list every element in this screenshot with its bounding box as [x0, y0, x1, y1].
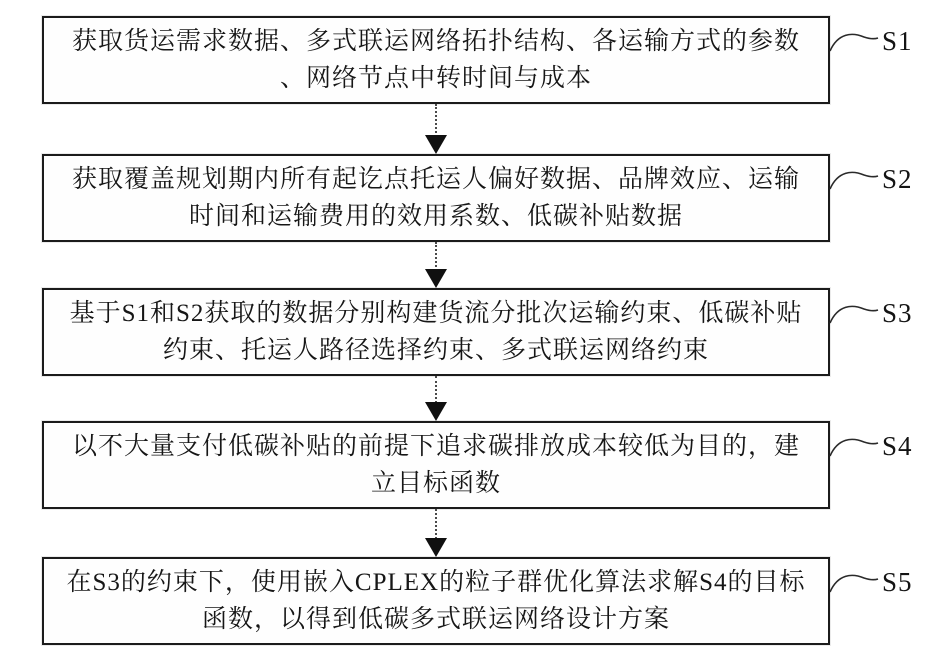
step-text-s1: 获取货运需求数据、多式联运网络拓扑结构、各运输方式的参数 、网络节点中转时间与成本: [71, 28, 800, 92]
step-box-s4: [42, 421, 830, 509]
flow-arrow-4: [425, 509, 447, 557]
reference-leader-s2: [828, 168, 880, 192]
step-text-s5: 在S3的约束下，使用嵌入CPLEX的粒子群优化算法求解S4的目标 函数，以得到低碳多式联运网络设计方案: [66, 569, 806, 633]
reference-leader-s4: [828, 435, 880, 459]
step-box-s2: [42, 154, 830, 242]
arrow-head-icon: [425, 402, 447, 421]
flow-arrow-3: [425, 376, 447, 421]
reference-leader-s1: [828, 30, 880, 54]
step-box-s3: [42, 288, 830, 376]
step-box-s1: [42, 16, 830, 104]
reference-leader-s3: [828, 302, 880, 326]
step-label-s1: S1: [882, 26, 913, 56]
step-label-s2: S2: [882, 164, 913, 194]
step-label-s3: S3: [882, 298, 913, 328]
step-text-s3: 基于S1和S2获取的数据分别构建货流分批次运输约束、低碳补贴 约束、托运人路径选择约束、多式联运网络约束: [69, 300, 803, 364]
step-box-s5: [42, 557, 830, 645]
reference-leader-s5: [828, 571, 880, 595]
step-label-s5: S5: [882, 567, 913, 597]
arrow-head-icon: [425, 135, 447, 154]
flow-arrow-1: [425, 104, 447, 154]
arrow-head-icon: [425, 269, 447, 288]
step-text-s4: 以不大量支付低碳补贴的前提下追求碳排放成本较低为目的，建 立目标函数: [71, 433, 800, 497]
flow-arrow-2: [425, 242, 447, 288]
step-text-s2: 获取覆盖规划期内所有起讫点托运人偏好数据、品牌效应、运输 时间和运输费用的效用系数、低碳补贴数据: [71, 166, 800, 230]
step-label-s4: S4: [882, 431, 913, 461]
arrow-head-icon: [425, 538, 447, 557]
